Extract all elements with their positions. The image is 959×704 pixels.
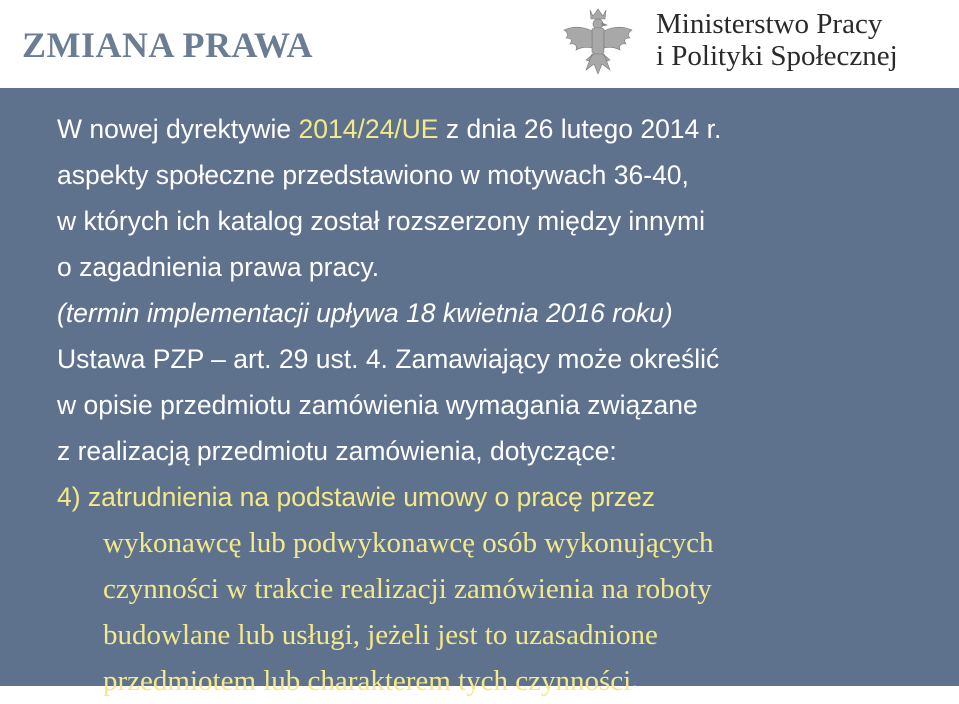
text-segment: przedmiotem lub charakterem tych czynności [103,665,632,697]
list-item-4-line-2: wykonawcę lub podwykonawcę osób wykonujących [103,527,714,559]
text-line-7: w opisie przedmiotu zamówienia wymagania związane [57,390,698,420]
text-line-1 [57,106,937,152]
text-line-3: w których ich katalog został rozszerzony między innymi [57,206,706,236]
text-line-8: z realizacją przedmiotu zamówienia, dotyczące: [57,436,617,466]
directive-number: 2014/24/UE [298,114,439,144]
implementation-deadline: (termin implementacji upływa 18 kwietnia 2016 roku) [57,298,673,328]
slide-title: ZMIANA PRAWA [22,25,314,65]
slide-body [57,106,937,704]
text-segment: W nowej dyrektywie [57,114,299,144]
text-line-2: aspekty społeczne przedstawiono w motywach 36-40, [57,160,689,190]
list-item-4-line-3: czynności w trakcie realizacji zamówienia na roboty [103,573,712,605]
text-line-4: o zagadnienia prawa pracy. [57,252,380,282]
slide-header [0,0,959,88]
list-item-4: 4) zatrudnienia na podstawie umowy o pracę przez [57,482,656,512]
list-item-4-line-5 [57,658,937,704]
text-segment: z dnia 26 lutego 2014 r. [438,114,722,144]
ministry-line-1: Ministerstwo Pracy [656,8,883,40]
polish-eagle-emblem-icon [558,4,638,84]
ministry-logo-text [656,8,898,72]
text-line-6: Ustawa PZP – art. 29 ust. 4. Zamawiający może określić [57,344,720,374]
final-period: . [631,665,639,697]
ministry-line-2: i Polityki Społecznej [656,40,898,72]
list-item-4-line-4: budowlane lub usługi, jeżeli jest to uzasadnione [103,619,658,651]
